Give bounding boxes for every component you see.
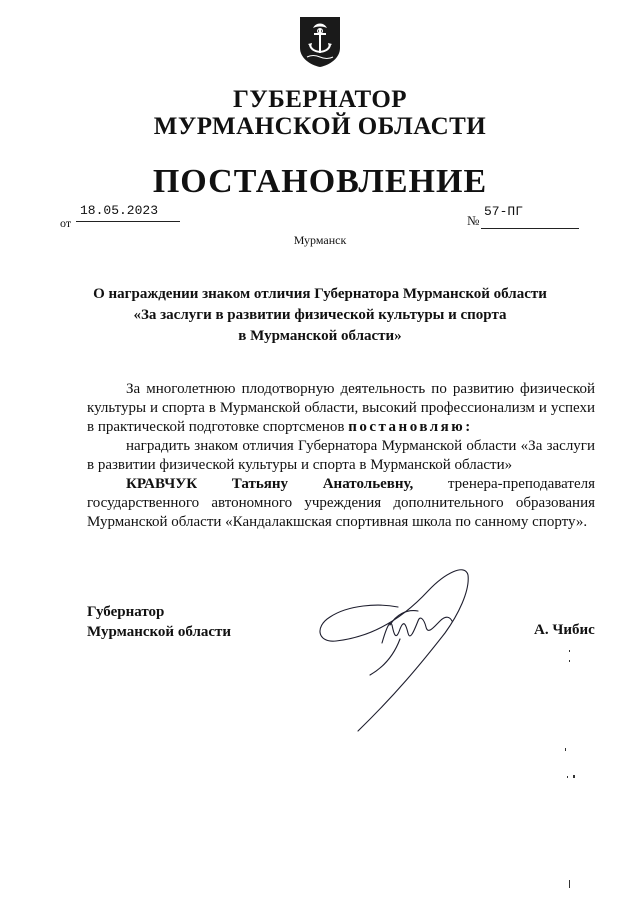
signer-name: А. Чибис (534, 622, 595, 638)
para1-text: За многолетнюю плодотворную деятельность по развитию физической культуры и спорта в Мурманской области, высокий профессионализм и успехи в практической подготовке спортсменов (87, 381, 595, 435)
body-paragraph-3 (87, 475, 595, 532)
body-paragraph-2: наградить знаком отличия Губернатора Мурманской области «За заслуги в развитии физической культуры и спорта в Мурманской области» (87, 438, 595, 473)
subject-line1: О награждении знаком отличия Губернатора Мурманской области (93, 286, 547, 302)
number-label: № (467, 213, 480, 228)
subject-line3: в Мурманской области» (238, 328, 402, 344)
awardee-position: тренера-преподавателя государственного автономного учреждения дополнительного образования Мурманской области «Кандалакшская спортивная школа по санному спорту». (87, 476, 595, 530)
signatory-title-line1: Губернатор (87, 604, 165, 620)
number-value: 57-ПГ (484, 204, 524, 219)
document-subject (0, 284, 640, 347)
number-underline (481, 228, 579, 229)
date-value: 18.05.2023 (80, 203, 159, 218)
resolve-word: постановляю: (348, 419, 473, 435)
handwritten-signature-icon (300, 555, 500, 740)
document-type: ПОСТАНОВЛЕНИЕ (152, 163, 488, 200)
date-label: от (60, 216, 72, 230)
signatory-title (87, 602, 231, 642)
org-title-line1: ГУБЕРНАТОР (232, 86, 408, 113)
date-underline (76, 221, 180, 222)
coat-of-arms-icon (299, 16, 341, 68)
org-title-line2: МУРМАНСКОЙ ОБЛАСТИ (153, 113, 487, 140)
document-body (87, 380, 595, 532)
scan-marks (555, 640, 595, 905)
awardee-name: КРАВЧУК Татьяну Анатольевну, (126, 476, 414, 492)
city: Мурманск (293, 233, 347, 247)
body-paragraph-1 (87, 380, 595, 437)
subject-line2: «За заслуги в развитии физической культуры и спорта (133, 307, 507, 323)
signatory-title-line2: Мурманской области (87, 624, 232, 640)
